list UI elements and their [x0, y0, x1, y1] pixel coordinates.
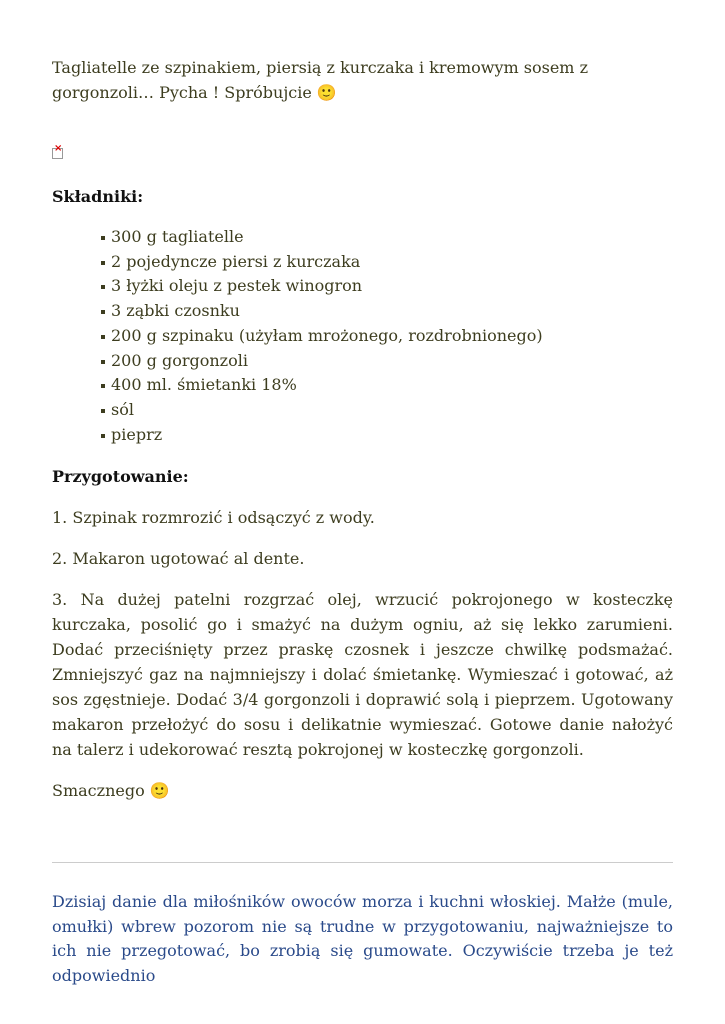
ingredients-list	[52, 225, 673, 447]
post-divider	[52, 862, 673, 863]
broken-image-icon	[52, 148, 63, 159]
intro-text: Tagliatelle ze szpinakiem, piersią z kurczaka i kremowym sosem z gorgonzoli… Pycha ! Spróbujcie 🙂	[52, 58, 588, 102]
list-item: pieprz	[100, 423, 673, 448]
preparation-heading: Przygotowanie:	[52, 467, 189, 487]
closing-text: Smacznego 🙂	[52, 781, 170, 801]
list-item: 2 pojedyncze piersi z kurczaka	[100, 250, 673, 275]
recipe-article	[52, 55, 673, 803]
list-item: 200 g szpinaku (użyłam mrożonego, rozdrobnionego)	[100, 324, 673, 349]
next-post-excerpt: Dzisiaj danie dla miłośników owoców morza i kuchni włoskiej. Małże (mule, omułki) wbrew pozorom nie są trudne w przygotowaniu, najważniejsze to ich nie przegotować, bo zrobią się gumowate. Oczywiście trzeba je też odpowiednio	[52, 892, 673, 985]
list-item: 3 ząbki czosnku	[100, 299, 673, 324]
list-item: sól	[100, 398, 673, 423]
preparation-step: 1. Szpinak rozmrozić i odsączyć z wody.	[52, 508, 375, 528]
list-item: 400 ml. śmietanki 18%	[100, 373, 673, 398]
ingredients-heading: Składniki:	[52, 187, 144, 206]
list-item: 3 łyżki oleju z pestek winogron	[100, 274, 673, 299]
list-item: 300 g tagliatelle	[100, 225, 673, 250]
list-item: 200 g gorgonzoli	[100, 349, 673, 374]
preparation-step: 3. Na dużej patelni rozgrzać olej, wrzucić pokrojonego w kosteczkę kurczaka, posolić go i smażyć na dużym ogniu, aż się lekko zarumieni. Dodać przeciśnięty przez praskę czosnek i jeszcze chwilkę podsmażać. Zmniejszyć gaz na najmniejszy i dolać śmietankę. Wymieszać i gotować, aż sos zgęstnieje. Dodać 3/4 gorgonzoli i doprawić solą i pieprzem. Ugotowany makaron przełożyć do sosu i delikatnie wymieszać. Gotowe danie nałożyć na talerz i udekorować resztą pokrojonej w kosteczkę gorgonzoli.	[52, 590, 673, 760]
preparation-step: 2. Makaron ugotować al dente.	[52, 549, 305, 569]
broken-image-placeholder	[52, 144, 673, 158]
